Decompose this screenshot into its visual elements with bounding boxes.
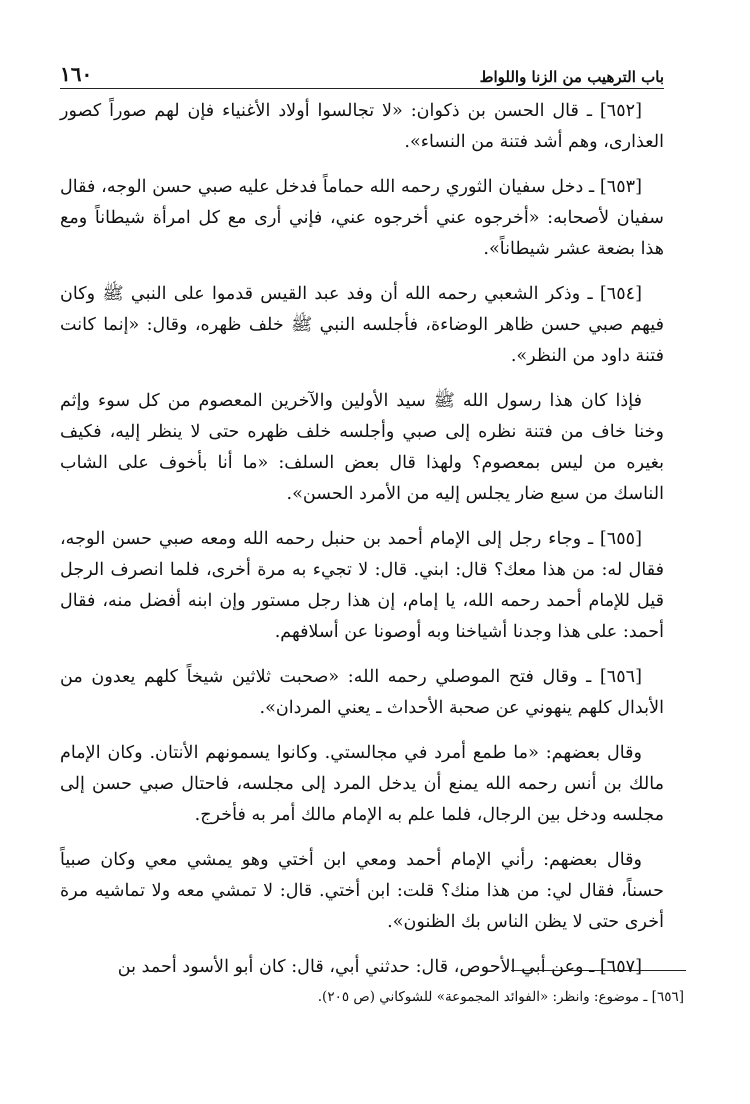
paragraph: [٦٥٣] ـ دخل سفيان الثوري رحمه الله حماماً فدخل عليه صبي حسن الوجه، فقال سفيان لأصحابه: «أخرجوه عني أخرجوه عني، فإني أرى مع كل امرأة شيطاناً ومع هذا بضعة عشر شيطاناً». [60,177,664,259]
paragraph: [٦٥٢] ـ قال الحسن بن ذكوان: «لا تجالسوا أولاد الأغنياء فإن لهم صوراً كصور العذارى، وهم أشد فتنة من النساء». [60,101,664,152]
main-text [60,96,664,997]
page-header [60,60,664,89]
paragraph: [٦٥٧] ـ وعن أبي الأحوص، قال: حدثني أبي، قال: كان أبو الأسود أحمد بن [117,957,642,977]
paragraph: وقال بعضهم: «ما طمع أمرد في مجالستي. وكانوا يسمونهم الأنتان. وكان الإمام مالك بن أنس رحمه الله يمنع أن يدخل المرد إلى مجلسه، فاحتال صبي حسن إلى مجلسه ودخل بين الرجال، فلما علم به الإمام مالك أمر به فأخرج. [60,743,664,825]
page-number: ١٦٠ [60,62,93,86]
paragraph: [٦٥٤] ـ وذكر الشعبي رحمه الله أن وفد عبد القيس قدموا على النبي ﷺ وكان فيهم صبي حسن ظاهر الوضاءة، فأجلسه النبي ﷺ خلف ظهره، وقال: «إنما كانت فتنة داود من النظر». [60,284,664,366]
paragraph: [٦٥٦] ـ وقال فتح الموصلي رحمه الله: «صحبت ثلاثين شيخاً كلهم يعدون من الأبدال كلهم ينهوني عن صحبة الأحداث ـ يعني المردان». [60,667,664,718]
running-head: باب الترهيب من الزنا واللواط [479,68,664,86]
paragraph: فإذا كان هذا رسول الله ﷺ سيد الأولين والآخرين المعصوم من كل سوء وإثم وخنا خاف من فتنة نظره إلى صبي وأجلسه خلف ظهره حتى لا ينظر إليه، فكيف بغيره من ليس بمعصوم؟ ولهذا قال بعض السلف: «ما أنا بأخوف على الشاب الناسك من سبع ضار يجلس إليه من الأمرد الحسن». [60,391,664,504]
paragraph: [٦٥٥] ـ وجاء رجل إلى الإمام أحمد بن حنبل رحمه الله ومعه صبي حسن الوجه، فقال له: من هذا معك؟ قال: ابني. قال: لا تجيء به مرة أخرى، فلما انصرف الرجل قيل للإمام أحمد رحمه الله، يا إمام، إن هذا رجل مستور وإن ابنه أفضل منه، فقال أحمد: على هذا وجدنا أشياخنا وبه أوصونا عن أسلافهم. [60,529,664,642]
paragraph: وقال بعضهم: رأني الإمام أحمد ومعي ابن أختي وهو يمشي معي وكان صبياً حسناً، فقال لي: من هذا منك؟ قلت: ابن أختي. قال: لا تمشي معه ولا تماشيه مرة أخرى حتى لا يظن الناس بك الظنون». [60,850,664,932]
footnote: [٦٥٦] ـ موضوع: وانظر: «الفوائد المجموعة» للشوكاني (ص ٢٠٥). [317,989,684,1005]
footnote-divider [511,970,686,971]
